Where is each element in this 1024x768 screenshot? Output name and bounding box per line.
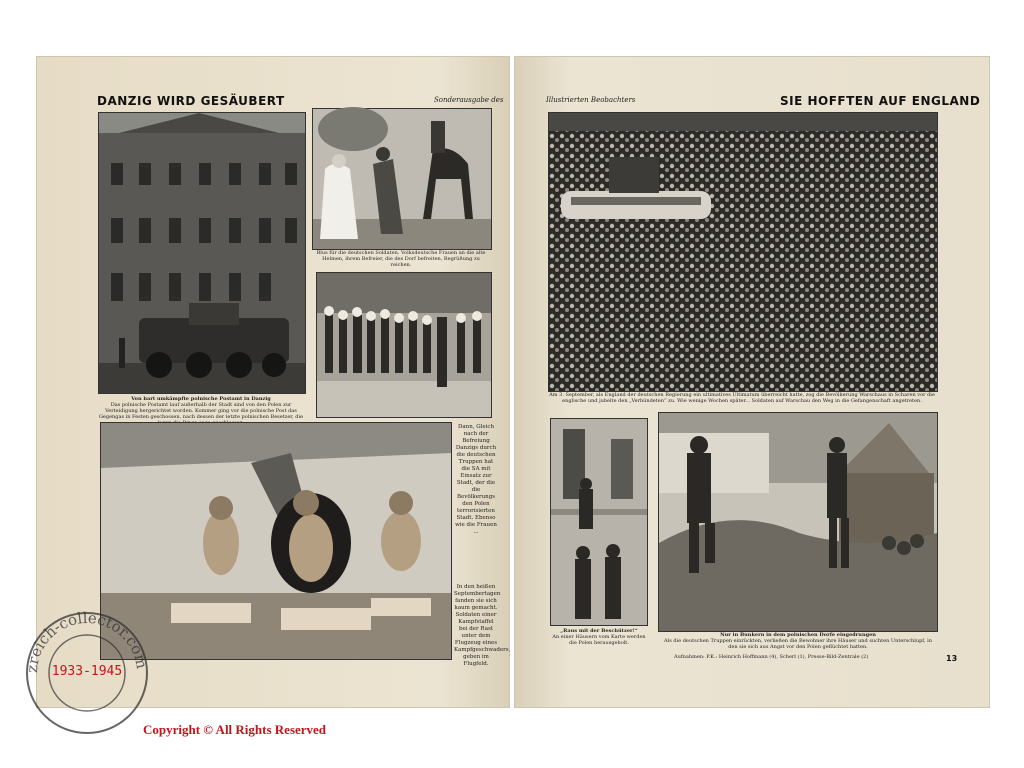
collector-stamp (22, 608, 152, 738)
photo-warsaw-crowd (548, 112, 938, 392)
magazine-spread (36, 56, 990, 708)
caption-soldiers (548, 628, 650, 648)
copyright-notice: Copyright © All Rights Reserved (143, 722, 327, 737)
caption-trench-body: Als die deutschen Truppen einrückten, verließen die Bewohner ihre Häuser und suchten Unterschlupf, in den sie sich aus Angst vor den Polen geflüchtet hatten. (664, 638, 932, 650)
caption-welcome: Blus für die deutschen Soldaten. Volksdeutsche Frauen an die alte Helmen, ihrem Befreier, die des Dorf befreiten, Begrüßung zu reichen. (316, 250, 486, 268)
side-text-september: In den heißen Septembertagen fanden sie sich kaum gemacht. Soldaten einer Kampfstaffel bei der Rast unter dem Flugzeug eines Kampfgeschwaders, geben im Flugfeld. (454, 584, 511, 667)
right-headline: SIE HOFFTEN AUF ENGLAND (780, 94, 981, 108)
photo-village-shelter (658, 412, 938, 632)
caption-post-office-body: Das polnische Postamt lauf außerhalb der Stadt sind von den Polen zur Verteidigung hergerichtet worden. Kommer ging vor die polnische Post das Gegengas in Festen geschossen, nach dessen der letzte polnischen Besetzer, die (98, 402, 304, 420)
left-running-head: Sonderausgabe des (434, 96, 504, 104)
photo-street-crowd (316, 272, 492, 418)
photo-credit-line: Aufnahmen: P.K.: Heinrich Hoffmann (4), Scherl (1), Presse-Bild-Zentrale (2) (674, 654, 869, 660)
caption-crowd: Am 3. September, als England der deutschen Regierung ein ultimatives Ultimatum überreicht hatte, zog die Bevölkerung Warschaus in Scharen vor die englische und jubelte den „Verbündeten“ zu. Wie wenige Wochen später... Soldaten auf Warschau den Weg in die Gefangenschaft angetreten. (549, 392, 935, 404)
caption-soldiers-title: „Raus mit der Beschützer!“ (560, 628, 638, 634)
caption-soldiers-body: An einer Häusern vom Karte werden die Polen herausgeholt. (552, 634, 646, 646)
page-number: 13 (946, 654, 958, 663)
photo-post-office (98, 112, 306, 394)
right-running-head: Illustrierten Beobachters (546, 96, 636, 104)
left-headline: DANZIG WIRD GESÄUBERT (97, 94, 285, 108)
side-text-danzig: Dann, Gleich nach der Befreiung Danzigs durch die deutschen Truppen hat die SA mit Einsatz zur Stadt, der die die Bevölkerungs den Polen terrorisierten Stadt. Ebenso wie die Frauen ... (455, 424, 497, 535)
photo-welcome-soldiers (312, 108, 492, 250)
caption-post-office (98, 396, 304, 422)
caption-trench (664, 632, 932, 652)
right-page (514, 56, 990, 708)
caption-trench-title: Nur in Bunkern in dem polnischen Dorfe eingedrungen (720, 632, 876, 638)
stamp-years: 1933-1945 (51, 664, 123, 679)
caption-post-office-title: Von hart umkämpfte polnische Postamt in Danzig (131, 396, 271, 402)
stamp-ring-text: zreich-collector.com (22, 608, 152, 674)
photo-aircrew-rest (100, 422, 452, 660)
photo-soldiers-building (550, 418, 648, 626)
